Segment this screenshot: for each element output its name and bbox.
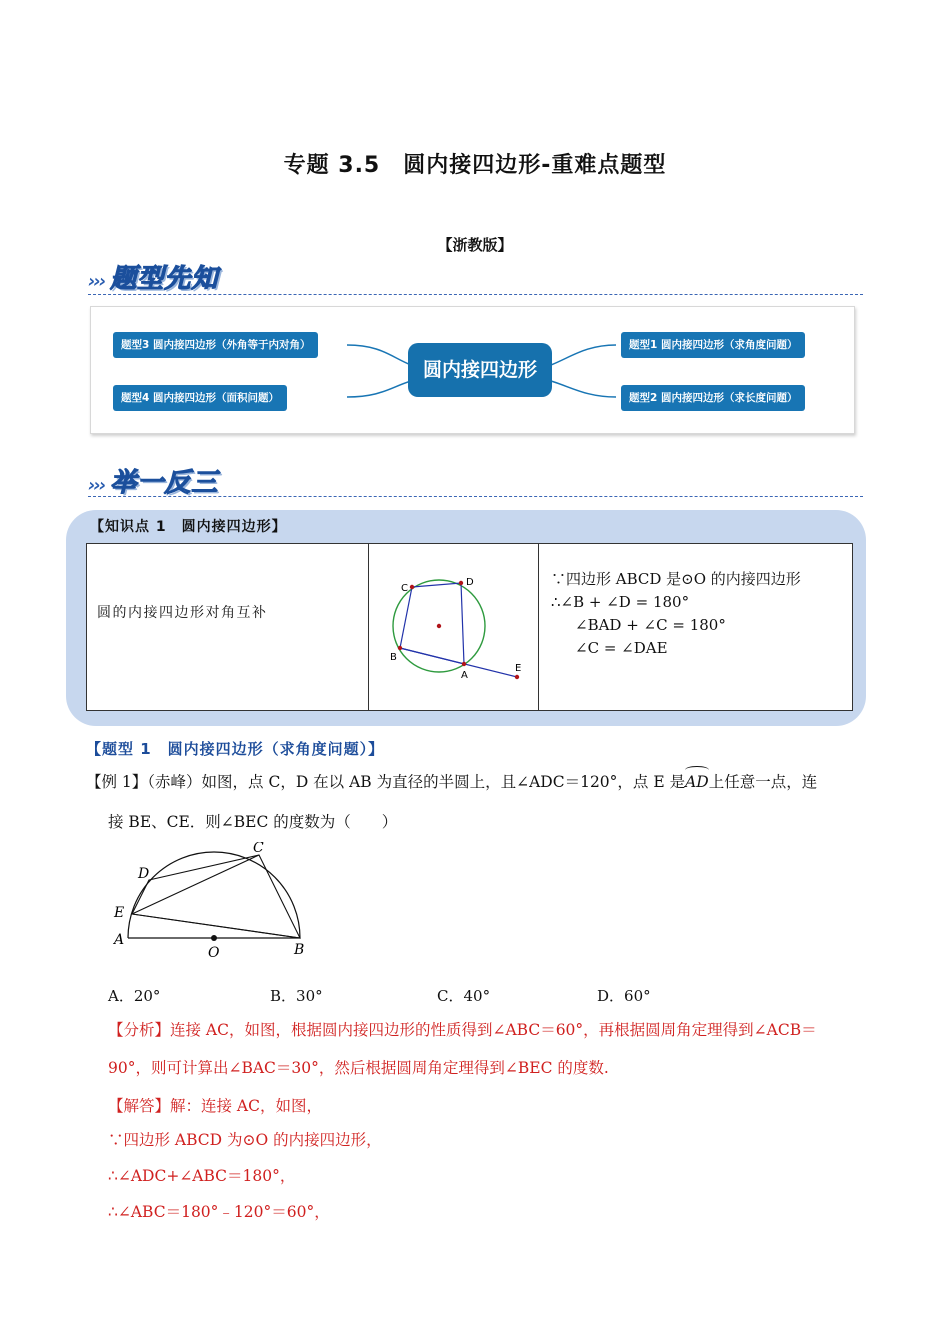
solution-line-1: 【解答】解：连接 AC，如图， [108,1097,322,1115]
section-heading-text: 举一反三 [110,468,219,498]
section-divider [88,496,863,497]
option-a: A．20° [108,987,161,1005]
mindmap-item-type2: 题型2 圆内接四边形（求长度问题） [621,385,805,411]
proof-line: ∠C = ∠DAE [575,639,668,657]
label-c: C [401,583,408,594]
example-line-2: 接 BE、CE．则∠BEC 的度数为（ ） [108,813,398,831]
proof-line: ∵四边形 ABCD 是⊙O 的内接四边形 [551,570,801,588]
edition-label: 【浙教版】 [437,236,513,254]
fig-label-e: E [114,905,125,921]
statement-cell [87,544,369,710]
section-heading-overview [88,258,218,295]
fig-label-a: A [114,932,125,948]
solution-line-4: ∴∠ABC＝180°﹣120°＝60°， [108,1203,330,1221]
arrows-icon: ››› [88,271,105,292]
section-divider [88,294,863,295]
question-type-heading: 【题型 1 圆内接四边形（求角度问题）】 [86,740,385,758]
semicircle-figure [110,842,310,962]
fig-label-b: B [294,942,305,958]
label-e: E [515,663,522,674]
knowledge-title: 【知识点 1 圆内接四边形】 [90,519,287,535]
label-a: A [461,670,468,681]
mindmap [90,306,855,434]
arrows-icon: ››› [88,475,105,496]
proof-block [551,568,801,660]
proof-line: ∴∠B + ∠D = 180° [551,593,690,611]
section-heading-practice [88,462,218,499]
option-c: C．40° [437,987,491,1005]
mindmap-center: 圆内接四边形 [408,343,552,397]
proof-line: ∠BAD + ∠C = 180° [575,616,726,634]
option-d: D．60° [597,987,651,1005]
inscribed-quadrilateral-figure [369,544,537,710]
example-text: 【例 1】（赤峰）如图，点 C，D 在以 AB 为直径的半圆上，且∠ADC＝120°，点 E 是 [86,773,686,791]
arc-notation: AD [685,772,709,792]
fig-label-c: C [253,842,264,856]
proof-cell [539,544,854,710]
knowledge-table [86,543,853,711]
knowledge-statement: 圆的内接四边形对角互补 [97,605,268,621]
analysis-line-1: 【分析】连接 AC，如图，根据圆内接四边形的性质得到∠ABC＝60°，再根据圆周角定理得到∠ACB＝ [108,1021,817,1039]
fig-label-o: O [208,945,220,961]
label-b: B [390,652,397,663]
solution-line-2: ∵四边形 ABCD 为⊙O 的内接四边形， [108,1131,382,1149]
example-line-1 [86,772,866,792]
figure-cell [369,544,539,710]
mindmap-item-type3: 题型3 圆内接四边形（外角等于内对角） [113,332,318,358]
solution-line-3: ∴∠ADC+∠ABC＝180°， [108,1167,296,1185]
page-title: 专题 3.5 圆内接四边形-重难点题型 [283,153,667,178]
option-b: B．30° [270,987,323,1005]
analysis-line-2: 90°，则可计算出∠BAC＝30°，然后根据圆周角定理得到∠BEC 的度数. [108,1059,609,1077]
mindmap-item-type1: 题型1 圆内接四边形（求角度问题） [621,332,805,358]
label-d: D [466,577,474,588]
section-heading-text: 题型先知 [110,264,219,294]
fig-label-d: D [138,866,150,882]
mindmap-item-type4: 题型4 圆内接四边形（面积问题） [113,385,287,411]
example-text-tail: 上任意一点，连 [708,773,818,791]
